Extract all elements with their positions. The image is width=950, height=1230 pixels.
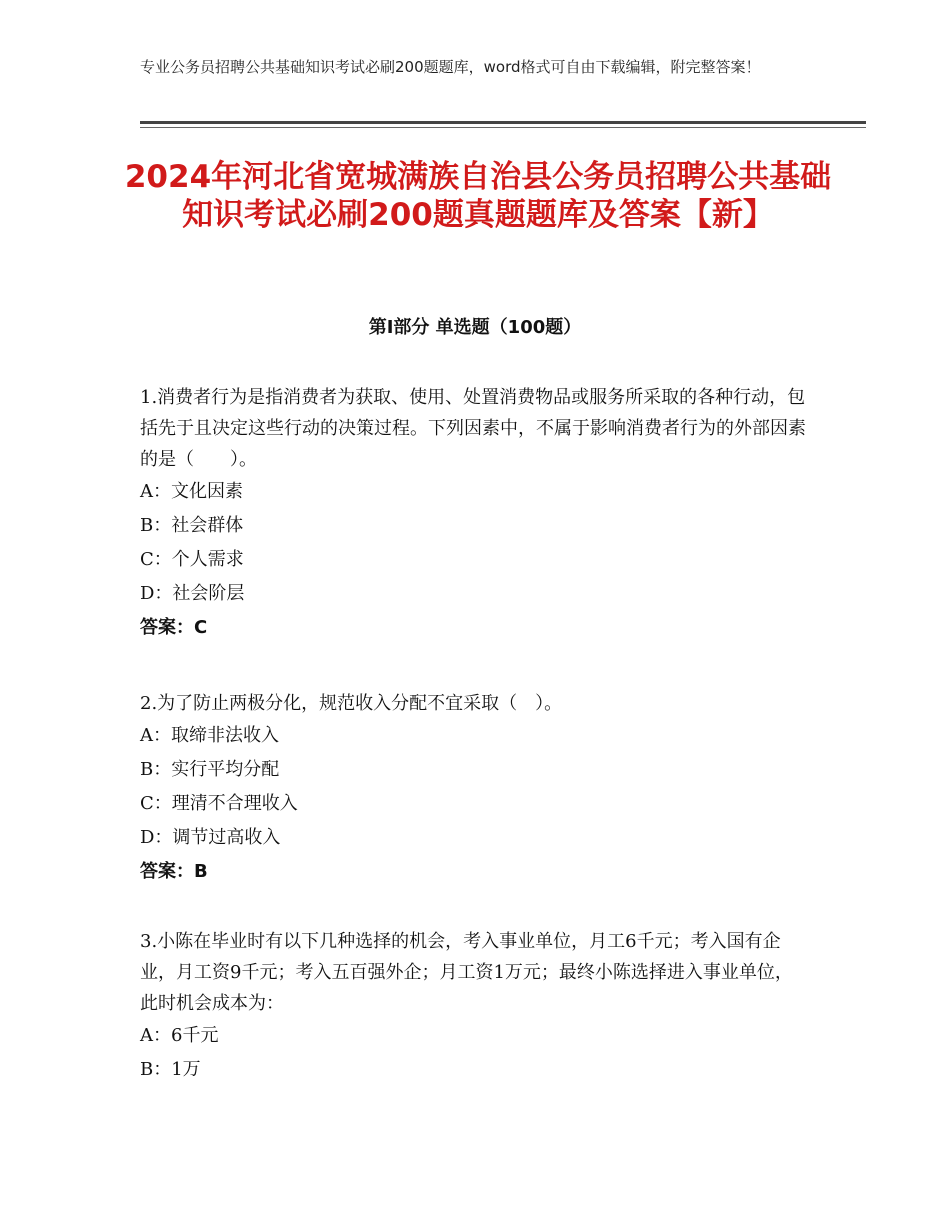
question-2 (140, 688, 810, 889)
question-3 (140, 926, 810, 1087)
option-c: C：个人需求 (140, 549, 244, 570)
document-title: 2024年河北省宽城满族自治县公务员招聘公共基础知识考试必刷200题真题题库及答案【新】 (124, 159, 832, 233)
option-a: A：文化因素 (140, 481, 243, 502)
question-1 (140, 382, 810, 645)
option-d: D：调节过高收入 (140, 827, 281, 848)
question-stem: 2.为了防止两极分化，规范收入分配不宜采取（ ）。 (140, 693, 563, 714)
option-b: B：1万 (140, 1059, 201, 1080)
option-c: C：理清不合理收入 (140, 793, 298, 814)
answer: 答案：B (140, 861, 208, 882)
option-b: B：实行平均分配 (140, 759, 280, 780)
question-stem: 3.小陈在毕业时有以下几种选择的机会，考入事业单位，月工6千元；考入国有企业，月工资9千元；考入五百强外企；月工资1万元；最终小陈选择进入事业单位，此时机会成本为： (140, 931, 793, 1014)
answer: 答案：C (140, 617, 208, 638)
option-a: A：6千元 (140, 1025, 219, 1046)
header-divider-thick (140, 121, 866, 124)
option-a: A：取缔非法收入 (140, 725, 279, 746)
header-note: 专业公务员招聘公共基础知识考试必刷200题题库，word格式可自由下载编辑，附完整答案！ (140, 58, 761, 76)
option-d: D：社会阶层 (140, 583, 245, 604)
header-divider-thin (140, 127, 866, 128)
section-title: 第Ⅰ部分 单选题（100题） (368, 317, 582, 338)
question-stem: 1.消费者行为是指消费者为获取、使用、处置消费物品或服务所采取的各种行动，包括先于且决定这些行动的决策过程。下列因素中，不属于影响消费者行为的外部因素的是（ ）。 (140, 387, 806, 470)
option-b: B：社会群体 (140, 515, 244, 536)
